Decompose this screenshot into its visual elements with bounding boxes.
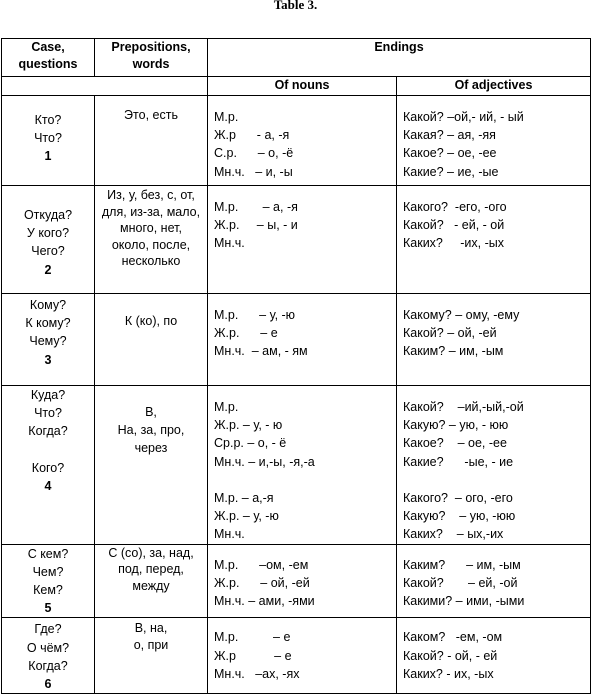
preposition-line: В, на,	[134, 621, 168, 636]
adjective-ending-line: Каких? - их, -ых	[403, 666, 494, 681]
case-question: Чего?	[31, 244, 65, 259]
adjective-ending-line: Какими? – ими, -ыми	[403, 594, 525, 609]
case-question: Чему?	[29, 334, 67, 349]
prepositions-cell	[95, 618, 208, 694]
adjective-ending-line: Какой? – ой, -ей	[403, 326, 497, 341]
prepositions-cell	[95, 96, 208, 186]
case-questions-cell	[2, 544, 95, 618]
adjectives-endings-cell	[397, 386, 591, 545]
noun-ending-line: М.р. –ом, -ем	[214, 557, 309, 572]
case-question: Кем?	[33, 583, 63, 598]
case-question: Откуда?	[23, 208, 73, 222]
case-question: Когда?	[28, 424, 68, 439]
case-number: 3	[44, 352, 52, 367]
header-adjectives: Of adjectives	[397, 77, 591, 96]
adjective-ending-line: Какая? – ая, -яя	[403, 128, 496, 143]
case-number: 6	[44, 677, 52, 692]
case-question: Кому?	[29, 298, 67, 312]
table-row	[2, 544, 591, 618]
adjective-ending-line: Какое? – ое, -ее	[403, 436, 507, 451]
noun-ending-line: Ж.р. – у, - ю	[214, 418, 283, 433]
adjective-ending-line: Какие? – ие, -ые	[403, 164, 499, 179]
header-case	[2, 39, 95, 77]
preposition-line: между	[132, 578, 170, 593]
noun-ending-line: Мн.ч.	[214, 236, 245, 251]
case-question	[2, 441, 94, 459]
adjective-ending-line: Какой? - ой, - ей	[403, 648, 498, 663]
adjective-ending-line: Какой? –ий,-ый,-ой	[403, 400, 524, 414]
case-number: 2	[44, 262, 52, 277]
adjective-ending-line: Какие? -ые, - ие	[403, 454, 514, 469]
table-title: Table 3.	[273, 0, 318, 12]
adjective-ending-line	[403, 471, 590, 489]
noun-ending-line: М.р. – а, -я	[214, 200, 298, 214]
case-endings-table	[1, 38, 591, 694]
case-question: О чём?	[26, 640, 70, 655]
prepositions-cell	[95, 544, 208, 618]
preposition-line: Из, у, без, с, от,	[107, 188, 195, 202]
noun-ending-line: М.р. – у, -ю	[214, 308, 296, 322]
noun-ending-line: Мн.ч. –ах, -ях	[214, 666, 300, 681]
table-row	[2, 618, 591, 694]
noun-ending-line: Мн.ч. – и,-ы, -я,-а	[214, 454, 315, 469]
adjective-ending-line: Каком? -ем, -ом	[403, 630, 503, 645]
nouns-endings-cell	[208, 294, 397, 386]
case-question: С кем?	[27, 546, 69, 561]
case-number: 5	[44, 601, 52, 616]
noun-ending-line: Ж.р. – ы, - и	[214, 218, 298, 233]
case-question: К кому?	[25, 316, 71, 331]
case-question: Чем?	[32, 564, 64, 579]
nouns-endings-cell	[208, 386, 397, 545]
subheader-row	[2, 77, 591, 96]
noun-ending-line: Ж.р – е	[214, 648, 292, 663]
header-case-line2: questions	[18, 56, 78, 71]
adjectives-endings-cell	[397, 96, 591, 186]
noun-ending-line: С.р. – о, -ё	[214, 146, 294, 161]
nouns-endings-cell	[208, 618, 397, 694]
noun-ending-line: Ж.р - а, -я	[214, 128, 290, 143]
adjective-ending-line: Какую? – ую, - юю	[403, 418, 509, 433]
preposition-line: для, из-за, мало,	[101, 204, 201, 219]
preposition-line: На, за, про,	[117, 422, 185, 437]
case-number: 1	[44, 149, 52, 164]
header-nouns: Of nouns	[208, 77, 397, 96]
prepositions-cell	[95, 294, 208, 386]
adjective-ending-line: Каких? – ых,-их	[403, 527, 504, 542]
adjective-ending-line: Каких? -их, -ых	[403, 236, 504, 251]
noun-ending-line: Ж.р. – ой, -ей	[214, 575, 310, 590]
preposition-line: Это, есть	[124, 108, 178, 122]
adjective-ending-line: Какого? -его, -ого	[403, 200, 507, 214]
subheader-empty	[2, 77, 208, 96]
adjective-ending-line: Каким? – им, -ым	[403, 344, 504, 359]
header-case-line1: Case,	[31, 40, 65, 54]
table-row	[2, 96, 591, 186]
noun-ending-line: Мн.ч.	[214, 527, 245, 542]
noun-ending-line	[214, 471, 396, 489]
adjectives-endings-cell	[397, 294, 591, 386]
table-body	[2, 96, 591, 694]
noun-ending-line: Мн.ч. – ам, - ям	[214, 344, 308, 359]
case-question: Куда?	[30, 388, 66, 402]
case-questions-cell	[2, 96, 95, 186]
nouns-endings-cell	[208, 544, 397, 618]
table-row	[2, 294, 591, 386]
adjective-ending-line: Какой? - ей, - ой	[403, 218, 505, 233]
noun-ending-line: М.р.	[214, 110, 239, 124]
case-questions-cell	[2, 386, 95, 545]
preposition-line: В,	[145, 405, 157, 419]
header-prepositions	[95, 39, 208, 77]
noun-ending-line: Мн.ч. – и, -ы	[214, 164, 293, 179]
noun-ending-line: Мн.ч. – ами, -ями	[214, 594, 315, 609]
preposition-line: о, при	[133, 637, 169, 652]
noun-ending-line: М.р. – а,-я	[214, 491, 274, 506]
case-question: Что?	[34, 131, 62, 146]
adjective-ending-line: Какой? –ой,- ий, - ый	[403, 110, 524, 124]
adjectives-endings-cell	[397, 186, 591, 294]
nouns-endings-cell	[208, 96, 397, 186]
table-row	[2, 186, 591, 294]
noun-ending-line: Ср.р. – о, - ё	[214, 436, 287, 451]
preposition-line: К (ко), по	[124, 314, 178, 328]
header-prep-line1: Prepositions,	[111, 40, 191, 54]
header-row	[2, 39, 591, 77]
preposition-line: С (со), за, над,	[108, 545, 194, 560]
prepositions-cell	[95, 386, 208, 545]
preposition-line: много, нет,	[120, 221, 182, 235]
adjectives-endings-cell	[397, 544, 591, 618]
case-question: Где?	[34, 622, 62, 637]
case-question: Кого?	[31, 460, 65, 475]
preposition-line: через	[134, 440, 168, 455]
preposition-line: около, после,	[111, 237, 191, 252]
case-questions-cell	[2, 294, 95, 386]
case-question: Что?	[34, 406, 62, 421]
preposition-line: под, перед,	[118, 562, 184, 577]
prepositions-cell	[95, 186, 208, 294]
case-question: Кто?	[34, 113, 62, 127]
adjective-ending-line: Какому? – ому, -ему	[403, 308, 520, 322]
case-questions-cell	[2, 618, 95, 694]
header-prep-line2: words	[132, 56, 170, 71]
adjective-ending-line: Какого? – ого, -его	[403, 491, 513, 506]
noun-ending-line: М.р.	[214, 400, 239, 414]
adjective-ending-line: Какую? – ую, -юю	[403, 509, 516, 524]
case-questions-cell	[2, 186, 95, 294]
adjective-ending-line: Каким? – им, -ым	[403, 557, 521, 572]
adjectives-endings-cell	[397, 618, 591, 694]
noun-ending-line: Ж.р. – у, -ю	[214, 509, 279, 524]
preposition-line: несколько	[121, 254, 181, 268]
case-number: 4	[44, 479, 52, 493]
case-question: У кого?	[26, 226, 70, 241]
table-row	[2, 386, 591, 545]
case-question: Когда?	[28, 658, 68, 673]
header-endings: Endings	[208, 39, 591, 77]
noun-ending-line: Ж.р. – е	[214, 326, 278, 341]
nouns-endings-cell	[208, 186, 397, 294]
adjective-ending-line: Какой? – ей, -ой	[403, 575, 518, 590]
noun-ending-line: М.р. – е	[214, 630, 291, 645]
adjective-ending-line: Какое? – ое, -ее	[403, 146, 497, 161]
